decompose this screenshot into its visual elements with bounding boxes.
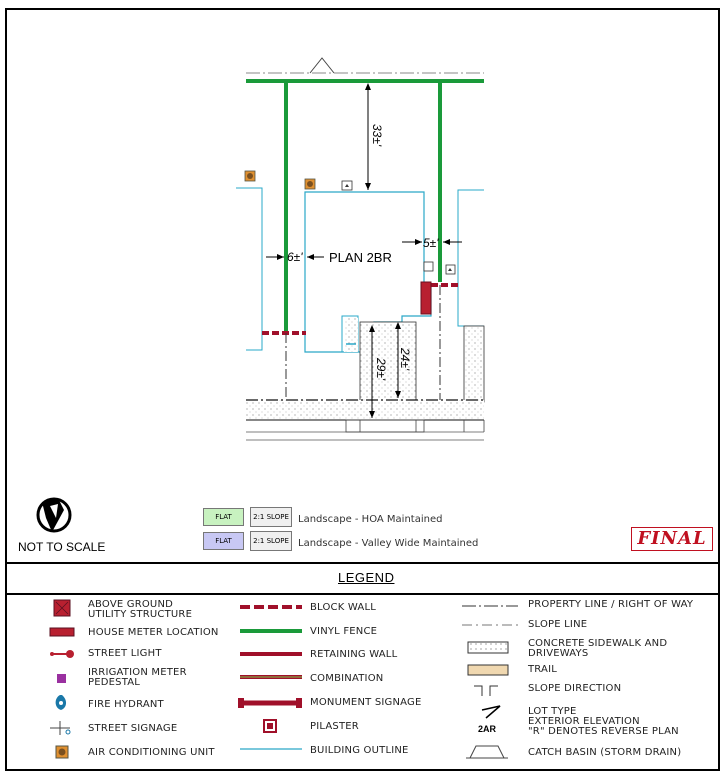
house-meter-icon [421, 282, 431, 314]
legend-item-retaining-wall: RETAINING WALL [310, 649, 398, 660]
concrete-sidewalk-icon [468, 642, 508, 653]
dim-drive-short-label: 24±' [398, 348, 412, 371]
dim-drive-long-label: 29±' [374, 358, 388, 381]
sidewalk [246, 400, 484, 420]
legend-item-utility-structure: ABOVE GROUND UTILITY STRUCTURE [88, 599, 193, 620]
house-meter-icon [50, 628, 74, 636]
fire-hydrant-icon [56, 695, 66, 710]
hoa-flat-swatch: FLAT [203, 508, 244, 526]
legend-item-building-outline: BUILDING OUTLINE [310, 745, 409, 756]
legend-item-house-meter: HOUSE METER LOCATION [88, 627, 219, 638]
walkway [344, 318, 358, 352]
catch-basin-icon [466, 746, 508, 758]
slope-direction-icon [474, 686, 498, 696]
legend-col3-symbols [460, 598, 524, 768]
legend-col2-symbols [238, 598, 308, 768]
valley-landscape-label: Landscape - Valley Wide Maintained [298, 538, 479, 549]
plan-label: PLAN 2BR [329, 250, 392, 265]
pilaster-icon [264, 720, 276, 732]
utility-box [424, 262, 433, 271]
legend-item-slope-line: SLOPE LINE [528, 619, 588, 630]
neighbor-right-outline [458, 190, 484, 326]
ac-unit-icon [305, 179, 315, 189]
legend-title: LEGEND [338, 570, 395, 585]
legend-item-concrete-sidewalk: CONCRETE SIDEWALK AND DRIVEWAYS [528, 638, 668, 659]
legend-item-street-signage: STREET SIGNAGE [88, 723, 178, 734]
legend-item-trail: TRAIL [528, 664, 558, 675]
scale-note: NOT TO SCALE [18, 540, 106, 554]
legend-item-ac-unit: AIR CONDITIONING UNIT [88, 747, 215, 758]
street-signage-icon [50, 721, 70, 735]
hoa-landscape-label: Landscape - HOA Maintained [298, 514, 443, 525]
legend-item-lot-type: LOT TYPE EXTERIOR ELEVATION "R" DENOTES REVERSE PLAN [528, 706, 679, 737]
irrigation-meter-icon [57, 674, 66, 683]
legend-divider-top [5, 562, 720, 564]
legend-item-fire-hydrant: FIRE HYDRANT [88, 699, 164, 710]
legend-item-catch-basin: CATCH BASIN (STORM DRAIN) [528, 747, 682, 758]
hoa-slope-swatch: 2:1 SLOPE [250, 507, 292, 527]
legend-divider-bottom [5, 593, 720, 595]
dim-right-label: 5±' [423, 236, 439, 250]
neighbor-left-outline [236, 188, 262, 350]
legend-item-street-light: STREET LIGHT [88, 648, 162, 659]
north-arrow-icon [34, 496, 78, 536]
rear-slope-mark [310, 58, 334, 73]
street-light-icon [50, 650, 74, 658]
lot-type-symbol-text: 2AR [478, 724, 497, 734]
utility-structure-icon [54, 600, 70, 616]
legend-item-pilaster: PILASTER [310, 721, 359, 732]
neighbor-driveway [464, 326, 484, 402]
legend-item-block-wall: BLOCK WALL [310, 602, 376, 613]
dim-left-label: 6±' [287, 250, 303, 264]
valley-slope-swatch: 2:1 SLOPE [250, 531, 292, 551]
legend-item-slope-direction: SLOPE DIRECTION [528, 683, 622, 694]
dim-rear-label: 33±' [370, 124, 384, 147]
valley-flat-swatch: FLAT [203, 532, 244, 550]
legend-item-irrigation-meter: IRRIGATION METER PEDESTAL [88, 667, 187, 688]
ac-unit-icon [245, 171, 255, 181]
legend-item-combination: COMBINATION [310, 673, 384, 684]
legend-item-property-line: PROPERTY LINE / RIGHT OF WAY [528, 599, 694, 610]
final-stamp: FINAL [631, 527, 713, 551]
legend-item-monument-signage: MONUMENT SIGNAGE [310, 697, 422, 708]
legend-item-vinyl-fence: VINYL FENCE [310, 626, 378, 637]
trail-icon [468, 665, 508, 675]
lot-type-icon [482, 706, 500, 718]
monument-signage-icon [238, 698, 302, 708]
ac-unit-icon [56, 746, 68, 758]
